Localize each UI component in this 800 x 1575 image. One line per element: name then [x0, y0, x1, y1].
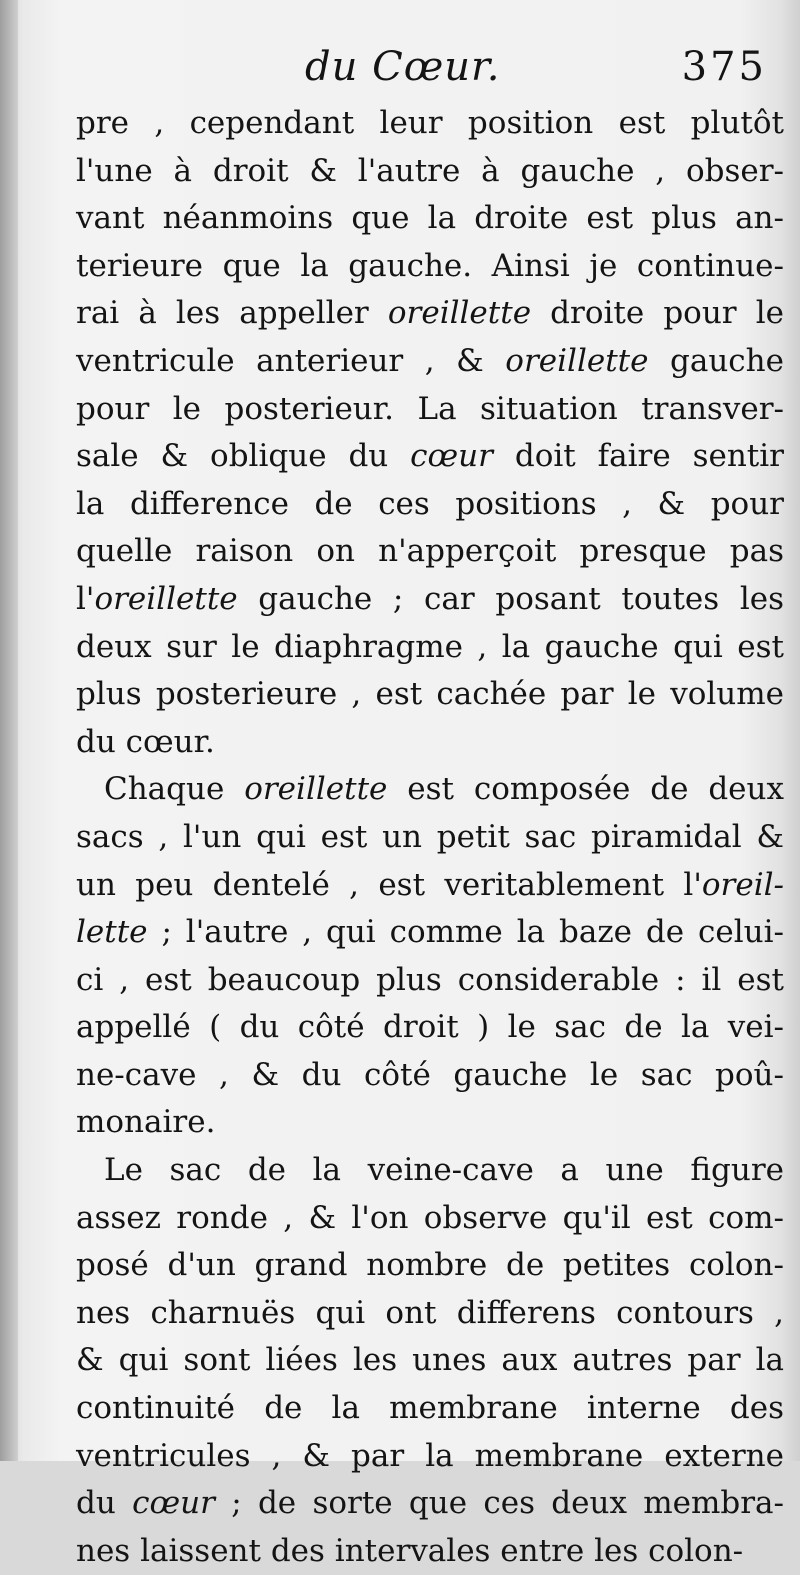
text-line [76, 100, 784, 148]
text-line [76, 243, 784, 291]
text-segment: la difference de ces positions , & pour [76, 485, 784, 522]
text-line [76, 1337, 784, 1385]
text-segment: ventricule anterieur , & [76, 342, 506, 379]
text-line [76, 1242, 784, 1290]
text-segment: droite pour le [531, 295, 784, 332]
text-segment: nes charnuës qui ont differens contours , [76, 1294, 784, 1331]
text-segment: posé d'un grand nombre de petites colon- [76, 1247, 784, 1284]
text-segment: du [76, 1485, 133, 1522]
text-segment: ; l'autre , qui comme la baze de celui- [147, 914, 784, 951]
text-line [76, 481, 784, 529]
text-segment: ne-cave , & du côté gauche le sac poû- [76, 1056, 784, 1093]
text-line [76, 766, 784, 814]
text-line [76, 528, 784, 576]
page-header [70, 44, 775, 104]
italic-word: cœur [132, 1485, 215, 1522]
text-line [76, 719, 784, 767]
text-segment: continuité de la membrane interne des [76, 1390, 784, 1427]
text-segment: gauche [648, 342, 784, 379]
text-segment: ventricules , & par la membrane externe [76, 1437, 784, 1474]
text-segment: pre , cependant leur position est plutôt [76, 105, 784, 141]
text-line [76, 576, 784, 624]
text-line [76, 957, 784, 1005]
text-segment: assez ronde , & l'on observe qu'il est com- [76, 1199, 784, 1236]
text-segment: ci , est beaucoup plus considerable : il est [76, 961, 784, 998]
italic-word: oreillette [244, 771, 388, 808]
text-line [76, 386, 784, 434]
text-segment: deux sur le diaphragme , la gauche qui est [76, 628, 784, 665]
text-segment: du cœur. [76, 723, 215, 760]
text-segment: l' [76, 580, 95, 617]
text-line [76, 671, 784, 719]
text-line [76, 148, 784, 196]
body-text [76, 100, 784, 1575]
text-line [76, 862, 784, 910]
text-line [76, 814, 784, 862]
paragraph [76, 766, 784, 1147]
italic-word: cœur [410, 438, 493, 475]
page-number: 375 [681, 44, 767, 90]
text-segment: pour le posterieur. La situation transver- [76, 390, 784, 427]
text-line [76, 1195, 784, 1243]
text-segment: gauche ; car posant toutes les [237, 580, 784, 617]
italic-word: oreillette [387, 295, 532, 332]
text-segment: appellé ( du côté droit ) le sac de la vei- [76, 1009, 784, 1046]
text-segment: sacs , l'un qui est un petit sac piramidal & [76, 818, 784, 855]
text-line [76, 1528, 784, 1575]
text-line [76, 1480, 784, 1528]
text-line [76, 433, 784, 481]
text-segment: plus posterieure , est cachée par le volume [76, 676, 784, 713]
text-line [76, 1433, 784, 1481]
text-line [76, 1052, 784, 1100]
text-line [76, 195, 784, 243]
text-segment: nes laissent des intervales entre les colon- [76, 1532, 744, 1569]
text-line [76, 290, 784, 338]
text-line [76, 338, 784, 386]
text-segment: vant néanmoins que la droite est plus an- [76, 200, 784, 237]
text-segment: terieure que la gauche. Ainsi je continue- [76, 247, 784, 284]
text-segment: quelle raison on n'apperçoit presque pas [76, 533, 784, 570]
text-segment: monaire. [76, 1104, 216, 1141]
text-segment: est composée de deux [387, 771, 784, 808]
text-segment: l'une à droit & l'autre à gauche , obser- [76, 152, 784, 189]
text-line [76, 1290, 784, 1338]
running-title: du Cœur. [305, 44, 501, 90]
italic-word: oreil- [701, 866, 784, 903]
text-line [76, 1004, 784, 1052]
text-segment: sale & oblique du [76, 438, 411, 475]
text-segment: & qui sont liées les unes aux autres par la [76, 1342, 784, 1379]
text-segment: un peu dentelé , est veritablement l' [76, 866, 702, 903]
text-line [76, 1099, 784, 1147]
text-segment: rai à les appeller [76, 295, 388, 332]
text-line [76, 1147, 784, 1195]
text-segment: ; de sorte que ces deux membra- [214, 1485, 784, 1522]
paragraph [76, 1147, 784, 1575]
text-line [76, 624, 784, 672]
italic-word: lette [76, 914, 148, 951]
text-segment: Chaque [104, 771, 245, 808]
text-line [76, 909, 784, 957]
text-line [76, 1385, 784, 1433]
text-segment: doit faire sentir [492, 438, 784, 475]
italic-word: oreillette [505, 342, 649, 379]
italic-word: oreillette [94, 580, 238, 617]
text-segment: Le sac de la veine-cave a une figure [104, 1152, 784, 1189]
paragraph [76, 100, 784, 766]
